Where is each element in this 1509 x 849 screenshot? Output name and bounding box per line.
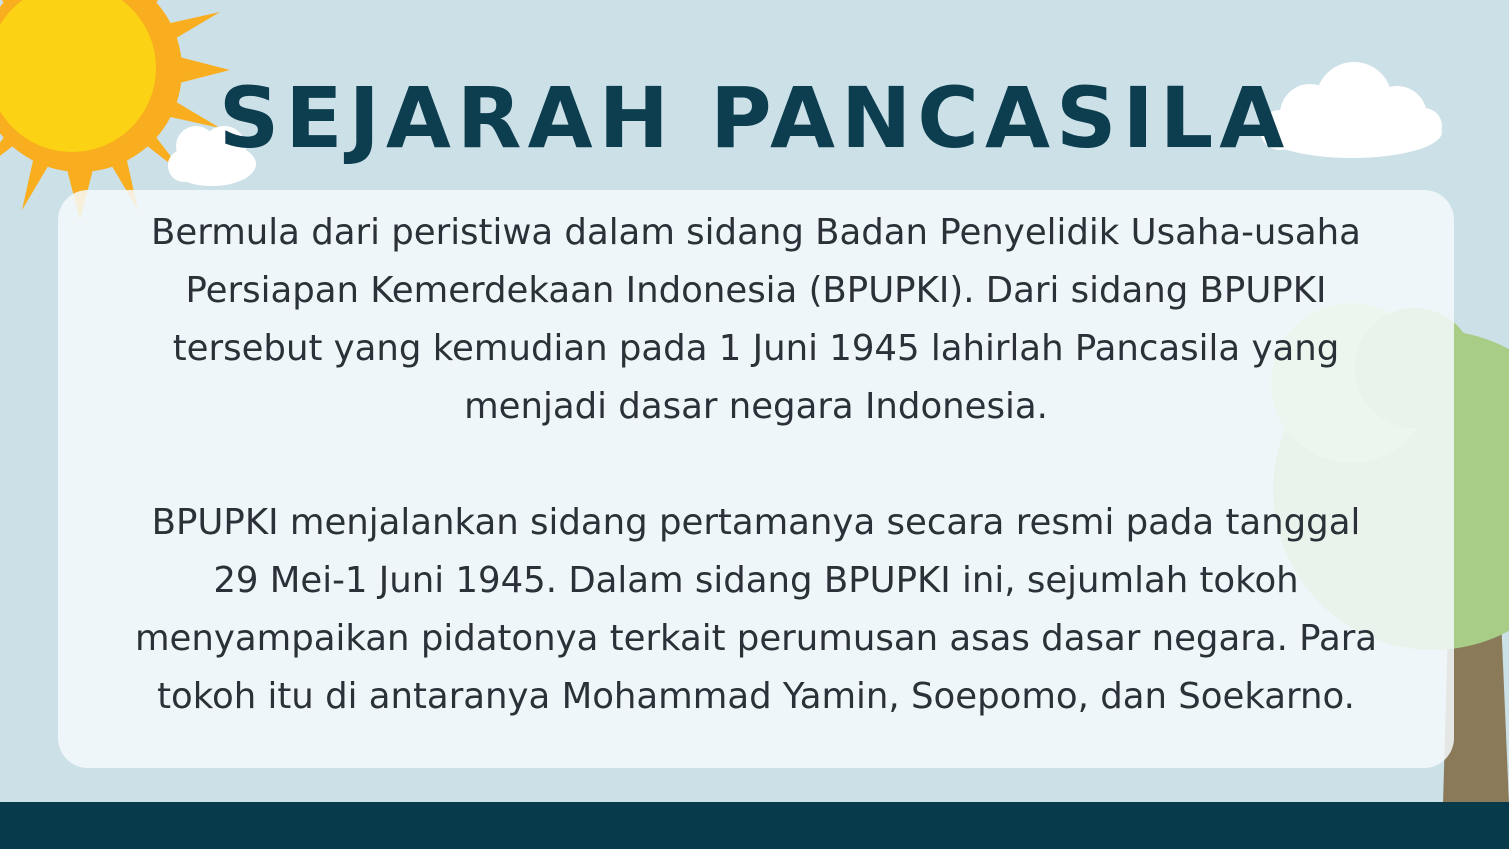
text-line: tersebut yang kemudian pada 1 Juni 1945 lahirlah Pancasila yang xyxy=(172,328,1340,369)
paragraph-intro xyxy=(58,204,1454,436)
text-line: tokoh itu di antaranya Mohammad Yamin, Soepomo, dan Soekarno. xyxy=(157,676,1355,717)
text-line: 29 Mei-1 Juni 1945. Dalam sidang BPUPKI ini, sejumlah tokoh xyxy=(213,560,1299,601)
ground-strip xyxy=(0,802,1509,849)
text-line: Persiapan Kemerdekaan Indonesia (BPUPKI). Dari sidang BPUPKI xyxy=(185,270,1327,311)
paragraph-session xyxy=(58,494,1454,726)
text-line: BPUPKI menjalankan sidang pertamanya secara resmi pada tanggal xyxy=(151,502,1361,543)
text-line: Bermula dari peristiwa dalam sidang Badan Penyelidik Usaha-usaha xyxy=(151,212,1361,253)
text-line: menyampaikan pidatonya terkait perumusan asas dasar negara. Para xyxy=(134,618,1378,659)
page-title: SEJARAH PANCASILA xyxy=(218,69,1291,167)
text-line: menjadi dasar negara Indonesia. xyxy=(464,386,1048,427)
